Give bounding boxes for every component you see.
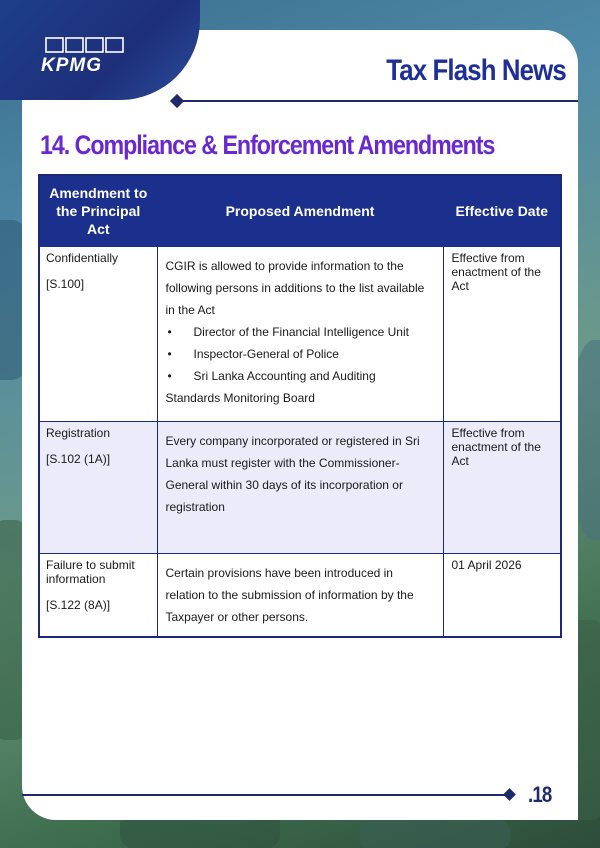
- effective-date-cell: 01 April 2026: [443, 554, 561, 638]
- amendment-cell: Certain provisions have been introduced in relation to the submission of information by the Taxpayer or other persons.: [157, 554, 443, 638]
- section-name: Failure to submit information: [46, 558, 135, 586]
- page-card: [22, 30, 578, 820]
- table-row: [39, 247, 561, 422]
- section-cell: [39, 247, 157, 422]
- kpmg-logo-icon: [40, 37, 126, 75]
- page-number: .18: [528, 782, 552, 807]
- section-reference: [S.102 (1A)]: [46, 452, 111, 466]
- amendment-cell: Every company incorporated or registered in Sri Lanka must register with the Commissioner-General within 30 days of its incorporation or registration: [157, 422, 443, 554]
- section-name: Confidentially: [46, 251, 119, 265]
- column-header-amendment: Amendment to the Principal Act: [39, 175, 157, 247]
- section-cell: [39, 554, 157, 638]
- logo-wordmark: KPMG: [41, 55, 102, 75]
- effective-date-cell: Effective from enactment of the Act: [443, 422, 561, 554]
- list-item: • Inspector-General of Police: [166, 343, 435, 365]
- table-row: [39, 422, 561, 554]
- section-cell: [39, 422, 157, 554]
- amendment-cell: [157, 247, 443, 422]
- diamond-icon: [503, 788, 516, 801]
- amendment-bullet-list: [166, 321, 435, 387]
- amendments-table: [38, 174, 562, 638]
- list-item: • Director of the Financial Intelligence Unit: [166, 321, 435, 343]
- header-divider: [178, 100, 578, 102]
- list-item: • Sri Lanka Accounting and Auditing: [166, 365, 435, 387]
- section-heading: 14. Compliance & Enforcement Amendments: [40, 130, 495, 160]
- footer-divider: [22, 794, 510, 796]
- column-header-proposed: Proposed Amendment: [157, 175, 443, 247]
- section-name: Registration: [46, 426, 111, 440]
- amendment-text: CGIR is allowed to provide information to the following persons in additions to the list available in the Act: [165, 259, 425, 317]
- effective-date-cell: Effective from enactment of the Act: [443, 247, 561, 422]
- publication-title: Tax Flash News: [386, 54, 566, 87]
- amendment-text-tail: Standards Monitoring Board: [165, 391, 315, 405]
- section-reference: [S.122 (8A)]: [46, 598, 111, 612]
- table-header-row: [39, 175, 561, 247]
- section-reference: [S.100]: [46, 277, 85, 291]
- column-header-effective-date: Effective Date: [443, 175, 561, 247]
- table-row: [39, 554, 561, 638]
